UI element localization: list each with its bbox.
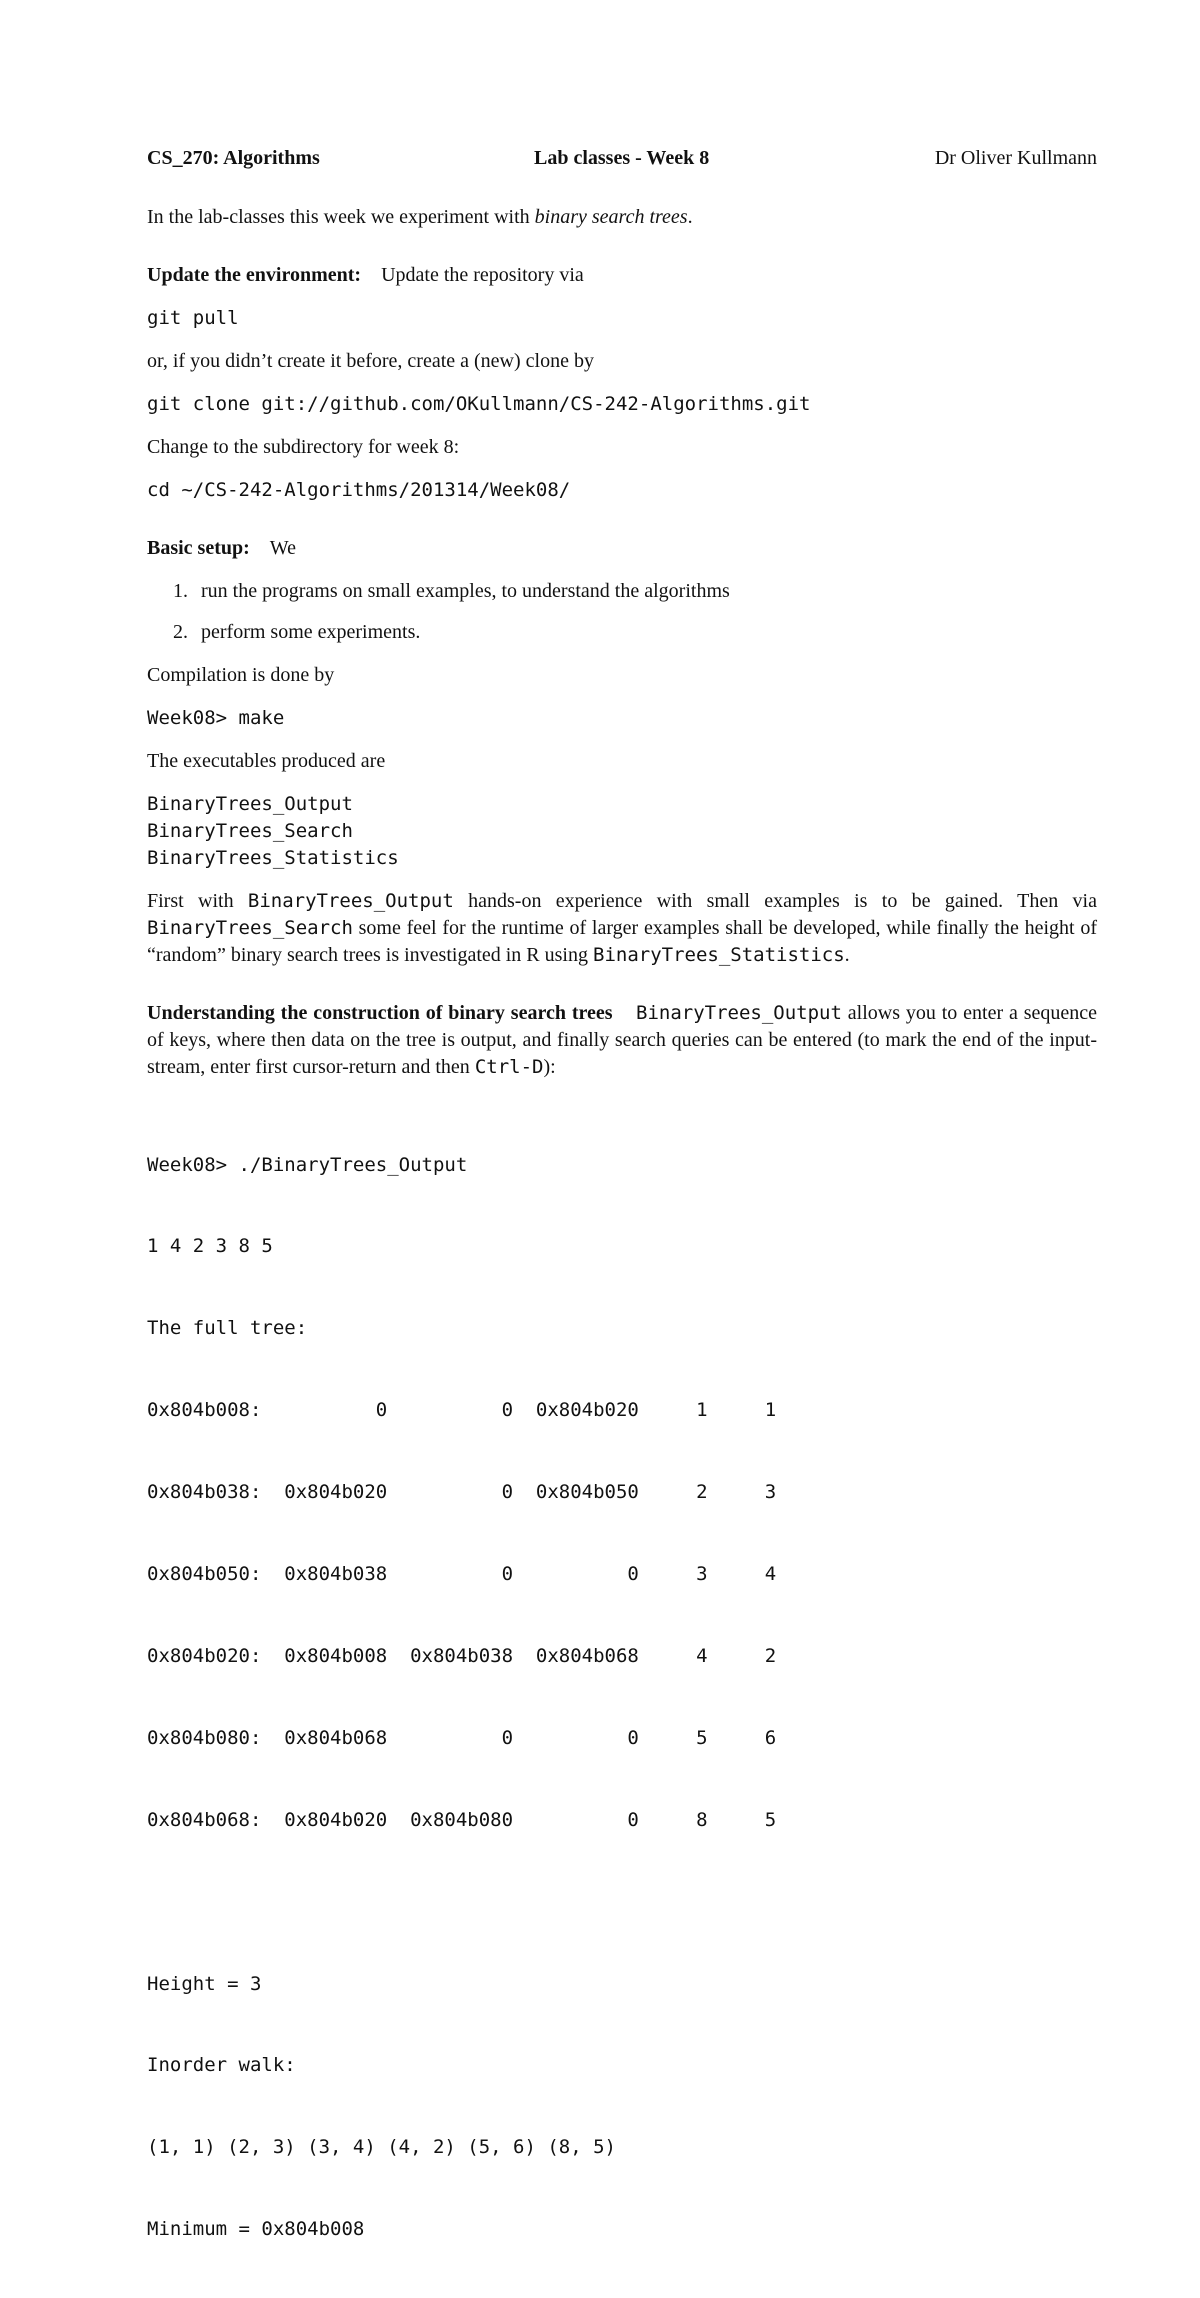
- minimum-output: Minimum = 0x804b008: [147, 2218, 365, 2241]
- compilation-text: Compilation is done by: [147, 664, 335, 686]
- understanding-paragraph: Understanding the construction of binary search trees BinaryTrees_Output allows you to enter a sequence of keys, where then data on the tree is output, and finally search queries can be entered (to mark the end of the input-stream, enter first cursor-return and then Ctrl-D):: [147, 1002, 1097, 1078]
- executable-output: BinaryTrees_Output: [147, 793, 353, 815]
- overview-paragraph: First with BinaryTrees_Output hands-on experience with small examples is to be gained. Then via BinaryTrees_Search some feel for the runtime of larger examples shall be developed, while finally the height of “random” binary search trees is investigated in R using BinaryTrees_Statistics.: [147, 890, 1097, 966]
- tree-row: 0x804b038: 0x804b020 0 0x804b050 2 3: [147, 1481, 777, 1504]
- setup-paragraph: Basic setup: We: [147, 537, 296, 559]
- tree-row: 0x804b080: 0x804b068 0 0 5 6: [147, 1726, 777, 1749]
- update-heading: Update the environment:: [147, 264, 362, 286]
- inorder-output: (1, 1) (2, 3) (3, 4) (4, 2) (5, 6) (8, 5): [147, 2136, 616, 2159]
- full-tree-label: The full tree:: [147, 1317, 308, 1340]
- tree-row: 0x804b008: 0 0 0x804b020 1 1: [147, 1399, 777, 1422]
- setup-list: [147, 578, 1097, 646]
- executable-search: BinaryTrees_Search: [147, 820, 353, 842]
- session-prompt: Week08> ./BinaryTrees_Output: [147, 1153, 468, 1176]
- author-name: Dr Oliver Kullmann: [934, 147, 1097, 169]
- list-item: 2. perform some experiments.: [173, 621, 421, 643]
- setup-heading: Basic setup:: [147, 537, 250, 559]
- tree-row: 0x804b050: 0x804b038 0 0 3 4: [147, 1563, 777, 1586]
- cmd-git-pull: git pull: [147, 307, 239, 329]
- page-header: [147, 145, 1097, 173]
- list-item: 1. run the programs on small examples, to understand the algorithms: [173, 580, 730, 602]
- intro-paragraph: In the lab-classes this week we experiment with binary search trees.: [147, 206, 693, 228]
- cmd-cd: cd ~/CS-242-Algorithms/201314/Week08/: [147, 479, 571, 501]
- cmd-git-clone: git clone git://github.com/OKullmann/CS-242-Algorithms.git: [147, 393, 811, 415]
- executables-text: The executables produced are: [147, 750, 386, 772]
- session-input: 1 4 2 3 8 5: [147, 1235, 273, 1258]
- inorder-label: Inorder walk:: [147, 2054, 296, 2077]
- clone-text: or, if you didn’t create it before, create a (new) clone by: [147, 350, 594, 372]
- cmd-make: Week08> make: [147, 707, 285, 729]
- executable-statistics: BinaryTrees_Statistics: [147, 847, 399, 869]
- course-name: CS_270: Algorithms: [147, 147, 320, 169]
- height-output: Height = 3: [147, 1972, 262, 1995]
- document-page: [147, 145, 1097, 2298]
- intro-emphasis: binary search trees: [534, 206, 688, 228]
- tree-row: 0x804b068: 0x804b020 0x804b080 0 8 5: [147, 1808, 777, 1831]
- change-dir-text: Change to the subdirectory for week 8:: [147, 436, 460, 458]
- document-title: Lab classes - Week 8: [534, 147, 710, 169]
- tree-row: 0x804b020: 0x804b008 0x804b038 0x804b068 4 2: [147, 1644, 777, 1667]
- understanding-heading: Understanding the construction of binary search trees: [147, 1002, 613, 1024]
- update-paragraph: Update the environment: Update the repository via: [147, 264, 584, 286]
